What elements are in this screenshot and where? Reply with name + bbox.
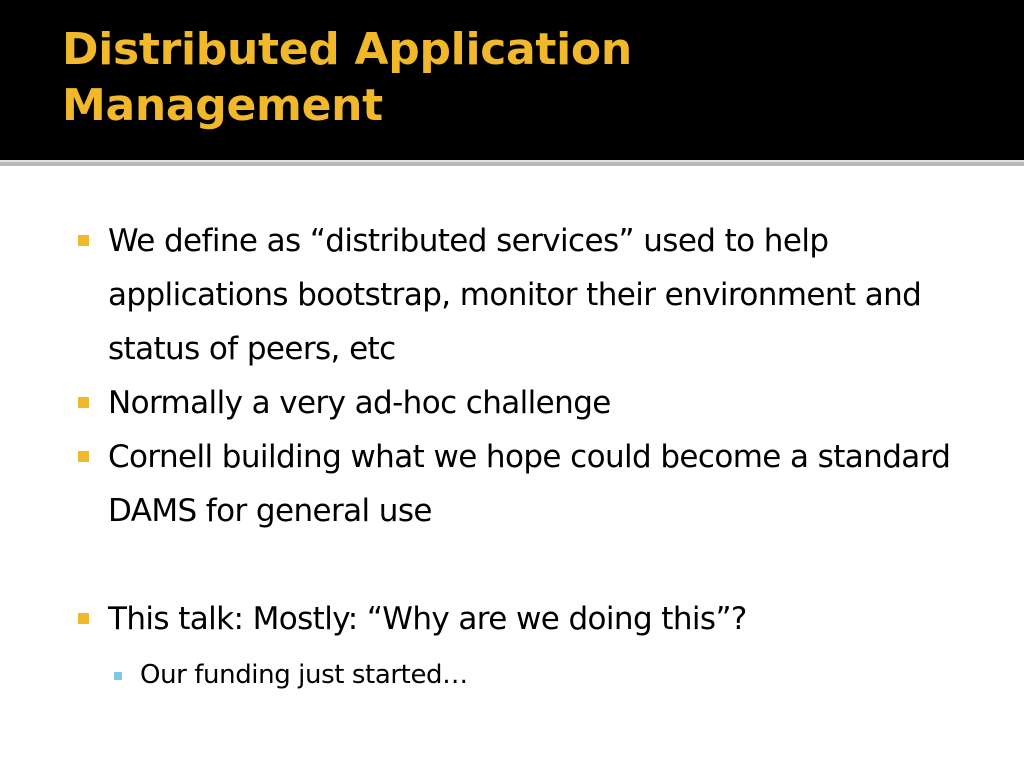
title-band [0, 0, 1024, 160]
square-bullet-icon [78, 451, 89, 462]
bullet-spacer [72, 538, 972, 592]
sub-bullet-item [72, 652, 972, 698]
bullet-item [72, 376, 972, 430]
slide-title [62, 22, 962, 134]
square-bullet-icon [78, 397, 89, 408]
square-bullet-icon [78, 613, 89, 624]
slide-title-line-2: Management [62, 80, 383, 131]
bullet-text: This talk: Mostly: “Why are we doing this”? [108, 601, 747, 637]
bullet-text: Normally a very ad-hoc challenge [108, 385, 611, 421]
square-bullet-icon [78, 235, 89, 246]
small-square-bullet-icon [114, 672, 122, 680]
bullet-text: We define as “distributed services” used to help applications bootstrap, monitor their environment and status of peers, etc [108, 223, 922, 367]
bullet-text: Cornell building what we hope could become a standard DAMS for general use [108, 439, 951, 529]
slide-body [0, 166, 1024, 768]
bullet-item [72, 592, 972, 646]
bullet-list [72, 214, 972, 698]
sub-bullet-text: Our funding just started… [140, 660, 468, 690]
slide-title-line-1: Distributed Application [62, 24, 632, 75]
bullet-item [72, 214, 972, 376]
bullet-item [72, 430, 972, 538]
